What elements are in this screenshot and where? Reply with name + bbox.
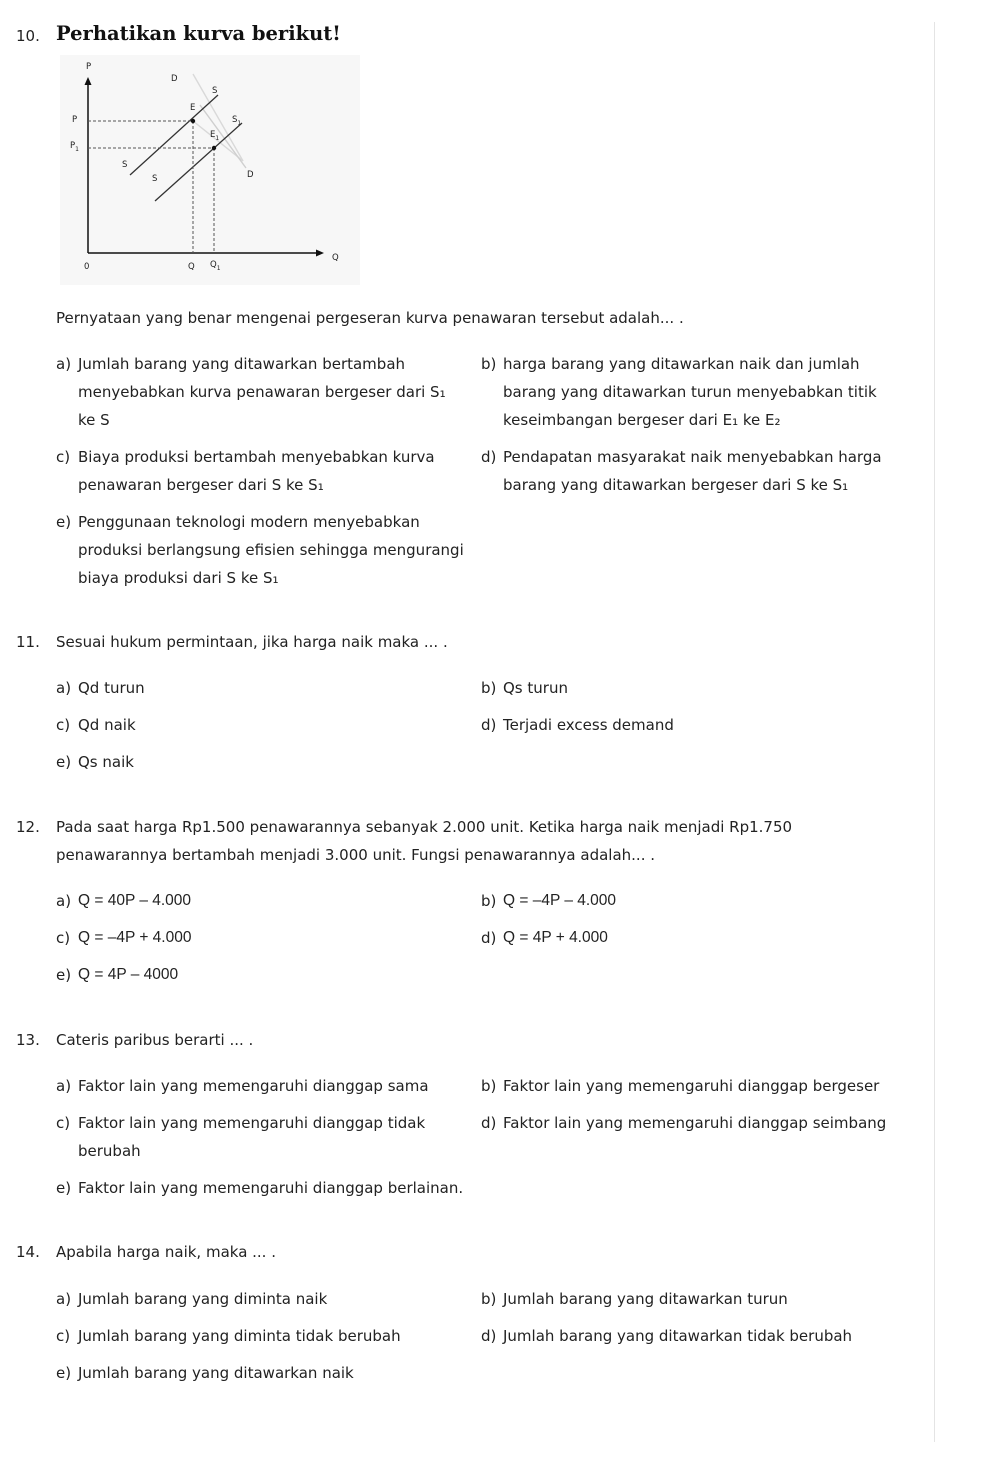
option-text: Jumlah barang yang ditawarkan tidak berubah bbox=[503, 1327, 853, 1345]
equilibrium-point-e1 bbox=[212, 146, 216, 150]
option-label: d) bbox=[481, 716, 497, 734]
q14-number: 14. bbox=[16, 1243, 40, 1261]
graph-label-d-top: D bbox=[171, 74, 178, 84]
q11-option-e[interactable] bbox=[56, 748, 466, 776]
option-text: Faktor lain yang memengaruhi dianggap tidak berubah bbox=[78, 1114, 426, 1160]
q13-option-d[interactable] bbox=[481, 1109, 901, 1137]
option-label: a) bbox=[56, 1077, 72, 1095]
q10-option-b[interactable] bbox=[481, 350, 901, 434]
option-label: c) bbox=[56, 1327, 71, 1345]
graph-label-s1: $S_1$ bbox=[232, 115, 242, 127]
option-label: c) bbox=[56, 448, 71, 466]
option-label: a) bbox=[56, 1290, 72, 1308]
q11-option-c[interactable] bbox=[56, 711, 466, 739]
option-text: Q = 40P – 4.000 bbox=[78, 892, 192, 909]
option-label: b) bbox=[481, 679, 497, 697]
graph-label-p1: $P_1$ bbox=[70, 141, 79, 153]
option-text: Penggunaan teknologi modern menyebabkan produksi berlangsung efisien sehingga mengurangi biaya produksi dari S ke S₁ bbox=[78, 513, 464, 587]
q10-option-e[interactable] bbox=[56, 508, 466, 592]
equilibrium-point-e bbox=[191, 119, 195, 123]
q13-number: 13. bbox=[16, 1031, 40, 1049]
graph-label-q1: $Q_1$ bbox=[210, 260, 221, 272]
q11-option-a[interactable] bbox=[56, 674, 466, 702]
option-text: harga barang yang ditawarkan naik dan jumlah barang yang ditawarkan turun menyebabkan titik keseimbangan bergeser dari E₁ ke E₂ bbox=[503, 355, 877, 429]
q10-question: Pernyataan yang benar mengenai pergeseran kurva penawaran tersebut adalah... . bbox=[56, 309, 684, 327]
option-text: Qd naik bbox=[78, 716, 136, 734]
q12-option-c[interactable] bbox=[56, 924, 466, 952]
q10-option-a[interactable] bbox=[56, 350, 466, 434]
option-text: Q = –4P + 4.000 bbox=[78, 929, 192, 946]
option-text: Terjadi excess demand bbox=[503, 716, 674, 734]
graph-background bbox=[60, 55, 360, 285]
q14-option-a[interactable] bbox=[56, 1285, 466, 1313]
q14-option-d[interactable] bbox=[481, 1322, 901, 1350]
q11-option-b[interactable] bbox=[481, 674, 901, 702]
q11-question: Sesuai hukum permintaan, jika harga naik maka ... . bbox=[56, 633, 448, 651]
option-label: b) bbox=[481, 1077, 497, 1095]
option-text: Faktor lain yang memengaruhi dianggap berlainan. bbox=[78, 1179, 464, 1197]
option-text: Q = –4P – 4.000 bbox=[503, 892, 617, 909]
q13-option-a[interactable] bbox=[56, 1072, 466, 1100]
q14-question: Apabila harga naik, maka ... . bbox=[56, 1243, 276, 1261]
option-text: Pendapatan masyarakat naik menyebabkan harga barang yang ditawarkan bergeser dari S ke S₁ bbox=[503, 448, 882, 494]
graph-label-e: E bbox=[190, 103, 196, 113]
graph-label-s-left2: S bbox=[152, 174, 158, 184]
option-label: d) bbox=[481, 929, 497, 947]
option-text: Biaya produksi bertambah menyebabkan kurva penawaran bergeser dari S ke S₁ bbox=[78, 448, 435, 494]
q12-option-a[interactable] bbox=[56, 887, 466, 915]
graph-label-s-left: S bbox=[122, 160, 128, 170]
graph-label-s-top: S bbox=[212, 86, 218, 96]
option-label: e) bbox=[56, 753, 72, 771]
option-label: b) bbox=[481, 892, 497, 910]
option-text: Jumlah barang yang ditawarkan naik bbox=[78, 1364, 354, 1382]
option-label: b) bbox=[481, 1290, 497, 1308]
option-label: e) bbox=[56, 1364, 72, 1382]
option-text: Jumlah barang yang diminta naik bbox=[78, 1290, 328, 1308]
option-label: a) bbox=[56, 679, 72, 697]
q12-option-d[interactable] bbox=[481, 924, 901, 952]
option-text: Q = 4P + 4.000 bbox=[503, 929, 608, 946]
option-label: a) bbox=[56, 892, 72, 910]
option-label: c) bbox=[56, 929, 71, 947]
q10-option-d[interactable] bbox=[481, 443, 901, 499]
option-label: d) bbox=[481, 448, 497, 466]
graph-label-p: P bbox=[72, 115, 78, 125]
q13-option-e[interactable] bbox=[56, 1174, 556, 1202]
graph-label-p-axis: P bbox=[86, 62, 92, 72]
q11-number: 11. bbox=[16, 633, 40, 651]
q14-option-e[interactable] bbox=[56, 1359, 466, 1387]
option-text: Qs turun bbox=[503, 679, 568, 697]
option-text: Faktor lain yang memengaruhi dianggap sama bbox=[78, 1077, 429, 1095]
option-label: c) bbox=[56, 1114, 71, 1132]
q10-option-c[interactable] bbox=[56, 443, 466, 499]
graph-label-e1: $E_1$ bbox=[210, 130, 220, 142]
graph-label-d-bottom: D bbox=[247, 170, 254, 180]
supply-demand-graph bbox=[60, 55, 360, 285]
graph-label-q: Q bbox=[188, 262, 195, 272]
q12-number: 12. bbox=[16, 818, 40, 836]
option-label: e) bbox=[56, 513, 72, 531]
q13-question: Cateris paribus berarti ... . bbox=[56, 1031, 254, 1049]
option-label: d) bbox=[481, 1327, 497, 1345]
option-text: Faktor lain yang memengaruhi dianggap seimbang bbox=[503, 1114, 887, 1132]
q13-option-b[interactable] bbox=[481, 1072, 901, 1100]
option-text: Jumlah barang yang ditawarkan bertambah menyebabkan kurva penawaran bergeser dari S₁ ke S bbox=[78, 355, 446, 429]
q12-option-b[interactable] bbox=[481, 887, 901, 915]
option-label: a) bbox=[56, 355, 72, 373]
q12-question: Pada saat harga Rp1.500 penawarannya sebanyak 2.000 unit. Ketika harga naik menjadi Rp1.750 penawarannya bertambah menjadi 3.000 unit. Fungsi penawarannya adalah... . bbox=[56, 818, 793, 864]
q10-number: 10. bbox=[16, 27, 40, 45]
q11-option-d[interactable] bbox=[481, 711, 901, 739]
option-text: Jumlah barang yang ditawarkan turun bbox=[503, 1290, 788, 1308]
option-label: b) bbox=[481, 355, 497, 373]
option-text: Jumlah barang yang diminta tidak berubah bbox=[78, 1327, 401, 1345]
page-divider-line bbox=[934, 22, 935, 1442]
q12-option-e[interactable] bbox=[56, 961, 466, 989]
option-label: d) bbox=[481, 1114, 497, 1132]
q10-title: Perhatikan kurva berikut! bbox=[56, 22, 341, 45]
graph-label-q-axis: Q bbox=[332, 253, 339, 263]
option-text: Qd turun bbox=[78, 679, 145, 697]
option-text: Faktor lain yang memengaruhi dianggap bergeser bbox=[503, 1077, 880, 1095]
option-text: Qs naik bbox=[78, 753, 134, 771]
option-label: e) bbox=[56, 966, 72, 984]
option-text: Q = 4P – 4000 bbox=[78, 966, 179, 983]
q14-option-b[interactable] bbox=[481, 1285, 901, 1313]
graph-label-origin: 0 bbox=[84, 262, 90, 272]
q14-option-c[interactable] bbox=[56, 1322, 466, 1350]
q13-option-c[interactable] bbox=[56, 1109, 466, 1165]
option-label: c) bbox=[56, 716, 71, 734]
option-label: e) bbox=[56, 1179, 72, 1197]
